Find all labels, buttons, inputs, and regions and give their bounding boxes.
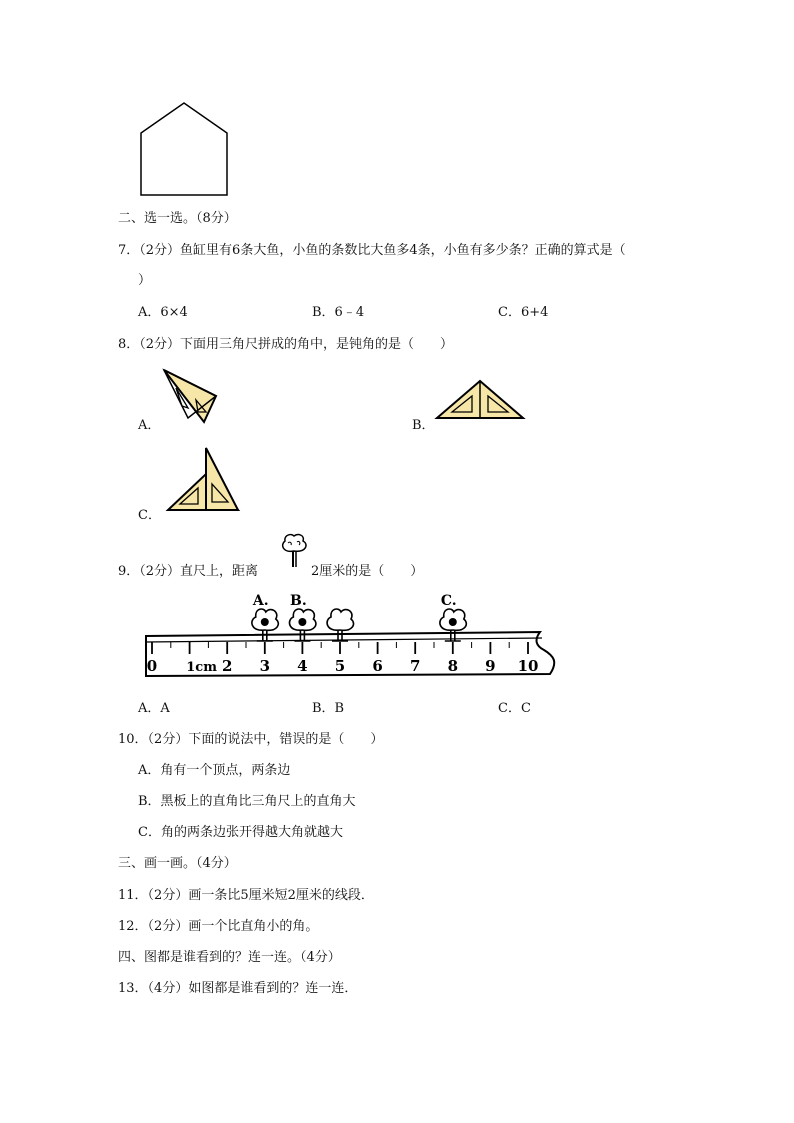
tree-icon (278, 533, 310, 569)
pentagon-figure (138, 100, 230, 198)
tree-label: A. (252, 593, 269, 609)
q7-stem: 7．（2分）鱼缸里有6条大鱼，小鱼的条数比大鱼多4条，小鱼有多少条？正确的算式是（ (118, 243, 626, 258)
ruler-tick-label: 10 (517, 657, 539, 675)
ruler-tick-label: 0 (146, 657, 158, 675)
q9-option-a[interactable]: A．A (138, 701, 170, 716)
q10-option-c[interactable]: C．角的两条边张开得越大角就越大 (138, 825, 343, 840)
q7-option-a[interactable]: A．6×4 (138, 305, 188, 320)
q9-option-b[interactable]: B．B (312, 701, 345, 716)
q10-stem: 10．（2分）下面的说法中，错误的是（ ） (118, 732, 384, 747)
ruler-tick-label: 3 (259, 657, 271, 675)
tree-flower (449, 618, 457, 626)
q10-option-b[interactable]: B．黑板上的直角比三角尺上的直角大 (138, 794, 356, 809)
q8-option-b[interactable]: B． (412, 418, 435, 433)
tree-label: B. (290, 593, 307, 609)
q9-stem-a: 9．（2分）直尺上，距离 (118, 564, 259, 579)
q9-stem-b: 2厘米的是（ ） (311, 564, 424, 579)
q9-option-c[interactable]: C．C (498, 701, 531, 716)
ruler-tick-label: 6 (372, 657, 383, 675)
ruler-tick-label: 5 (334, 657, 346, 675)
triangle-rulers-a-image (158, 366, 222, 426)
q13-stem: 13．（4分）如图都是谁看到的？连一连． (118, 981, 358, 996)
q8-option-c[interactable]: C． (138, 508, 161, 523)
tree-flower (298, 618, 306, 626)
q10-option-a[interactable]: A．角有一个顶点，两条边 (138, 763, 291, 778)
tree-crown (327, 609, 353, 630)
q11-stem: 11．（2分）画一条比5厘米短2厘米的线段． (118, 888, 374, 903)
ruler-tick-label: 2 (221, 657, 233, 675)
section4-title: 四、图都是谁看到的？连一连。（4分） (118, 950, 341, 965)
q8-stem: 8．（2分）下面用三角尺拼成的角中，是钝角的是（ ） (118, 337, 454, 352)
ruler-tick-label: 1cm (186, 660, 217, 675)
q7-stem-cont: ） (138, 273, 152, 288)
triangle-rulers-b-image (434, 378, 526, 422)
ruler-tick-label: 9 (485, 657, 496, 675)
ruler-tick-label: 7 (409, 657, 421, 675)
section2-title: 二、选一选。（8分） (118, 211, 237, 226)
q8-option-a[interactable]: A． (138, 418, 161, 433)
ruler-figure (140, 588, 560, 680)
q12-stem: 12．（2分）画一个比直角小的角。 (118, 919, 319, 934)
q7-option-b[interactable]: B．6﹣4 (312, 305, 365, 320)
section3-title: 三、画一画。（4分） (118, 856, 237, 871)
tree-label: C. (440, 593, 457, 609)
tree-flower (261, 618, 269, 626)
q7-option-c[interactable]: C．6+4 (498, 305, 549, 320)
triangle-rulers-c-image (164, 444, 242, 516)
ruler-tick-label: 8 (447, 657, 459, 675)
ruler-tick-label: 4 (297, 657, 308, 675)
